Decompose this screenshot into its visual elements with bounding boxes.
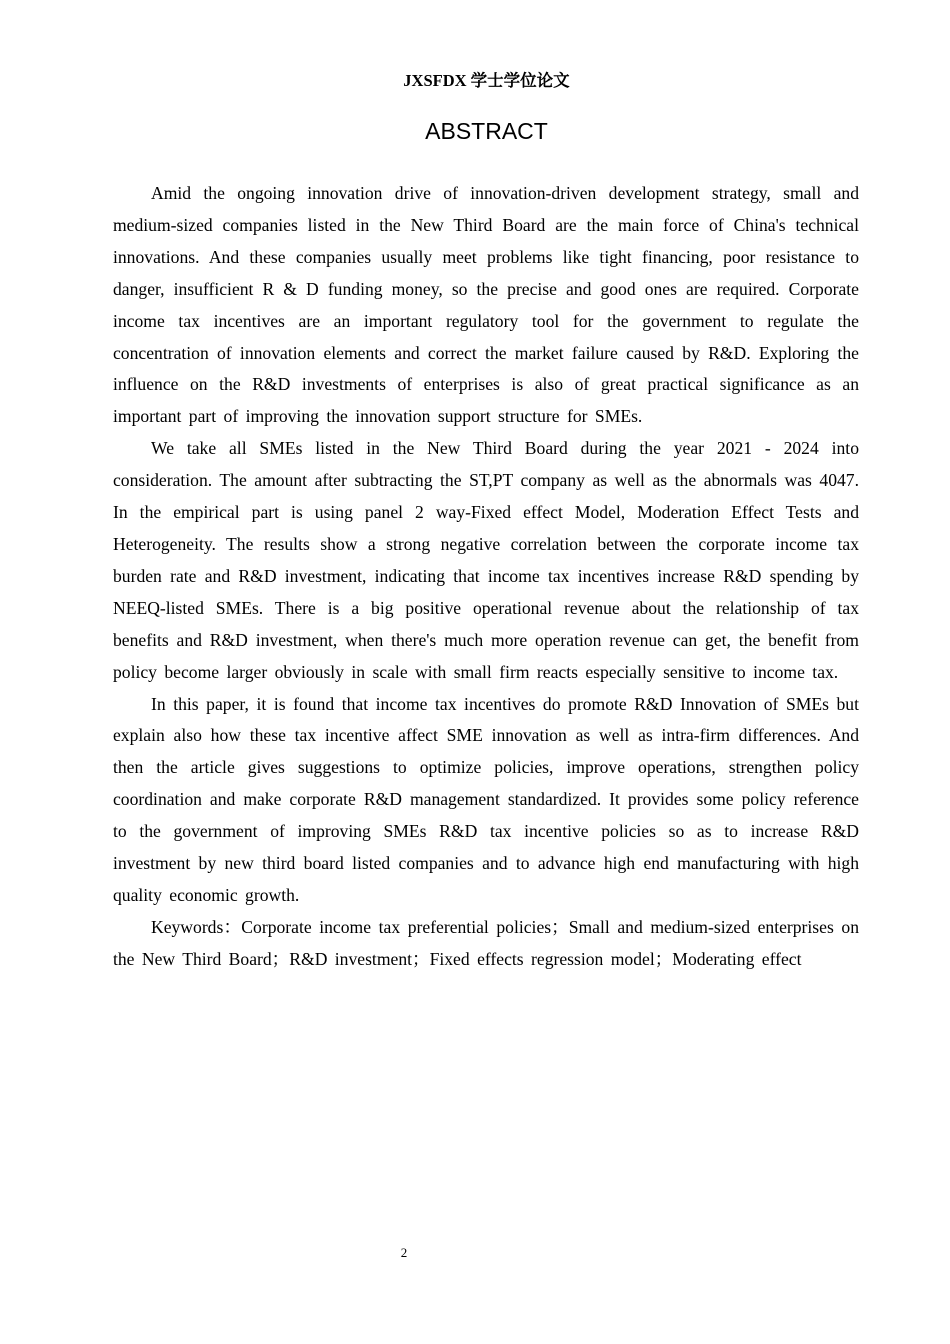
running-header: JXSFDX 学士学位论文: [403, 71, 570, 90]
page-number: 2: [400, 1245, 408, 1260]
abstract-heading: ABSTRACT: [425, 118, 548, 144]
abstract-body: [113, 178, 859, 976]
abstract-paragraph-2: We take all SMEs listed in the New Third Board during the year 2021 - 2024 into consideration. The amount after subtracting the ST,PT company as well as the abnormals was 4047. In the empirical part is using panel 2 way-Fixed effect Model, Moderation Effect Tests and Heterogeneity. The results show a strong negative correlation between the corporate income tax burden rate and R&D investment, indicating that income tax incentives increase R&D spending by NEEQ-listed SMEs. There is a big positive operational revenue about the relationship of tax benefits and R&D investment, when there's much more operation revenue can get, the benefit from policy become larger obviously in scale with small firm reacts especially sensitive to income tax.: [113, 438, 859, 682]
abstract-paragraph-1: Amid the ongoing innovation drive of innovation-driven development strategy, small and medium-sized companies listed in the New Third Board are the main force of China's technical innovations. And these companies usually meet problems like tight financing, poor resistance to danger, insufficient R & D funding money, so the precise and good ones are required. Corporate income tax incentives are an important regulatory tool for the government to regulate the concentration of innovation elements and correct the market failure caused by R&D. Exploring the influence on the R&D investments of enterprises is also of great practical significance as an important part of improving the innovation support structure for SMEs.: [113, 183, 859, 427]
keywords-paragraph: Keywords：Corporate income tax preferential policies；Small and medium-sized enterprises on the New Third Board；R&D investment；Fixed effects regression model；Moderating effect: [113, 916, 859, 969]
abstract-paragraph-3: In this paper, it is found that income tax incentives do promote R&D Innovation of SMEs but explain also how these tax incentive affect SME innovation as well as intra-firm differences. And then the article gives suggestions to optimize policies, improve operations, strengthen policy coordination and make corporate R&D management standardized. It provides some policy reference to the government of improving SMEs R&D tax incentive policies so as to increase R&D investment by new third board listed companies and to advance high end manufacturing with high quality economic growth.: [113, 693, 859, 905]
